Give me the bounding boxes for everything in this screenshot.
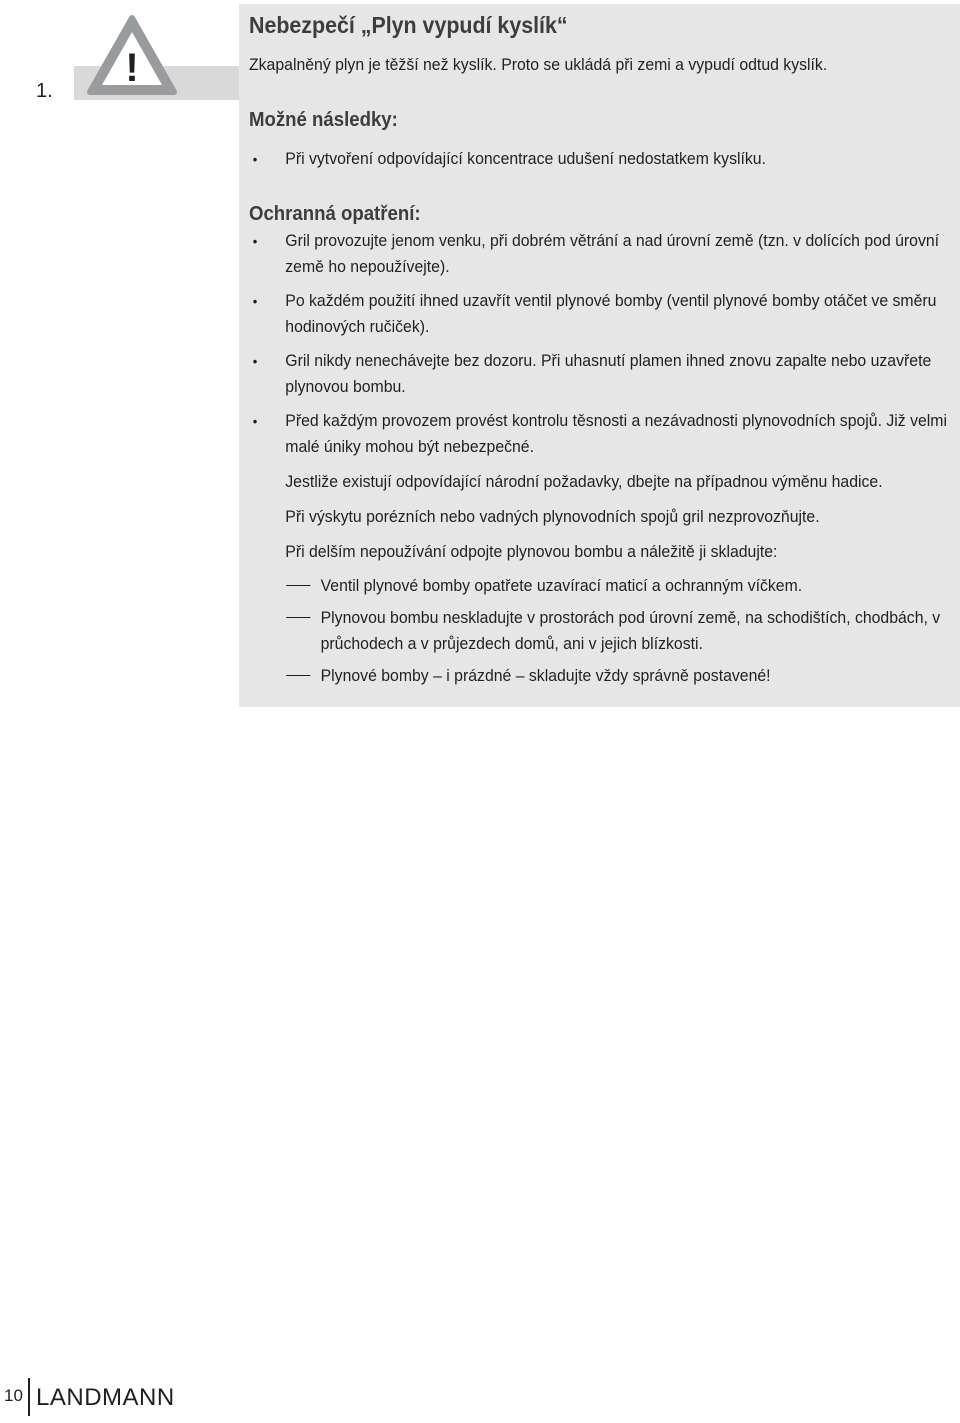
storage-paragraph: Při delším nepoužívání odpojte plynovou bombu a náležitě ji skladujte: [285,542,778,561]
section-number: 1. [36,80,53,102]
page-number: 10 [4,1386,23,1405]
measures-heading: Ochranná opatření: [249,203,421,225]
dash-icon [286,617,310,618]
list-item [249,663,948,689]
dash-icon [286,675,310,676]
leak-paragraph: Při výskytu porézních nebo vadných plynovodních spojů gril nezprovozňujte. [285,507,820,526]
list-item [249,605,948,657]
storage-text: Plynovou bombu neskladujte v prostorách pod úrovní země, na schodištích, chodbách, v průchodech a v průjezdech domů, ani v jejich blízkosti. [320,608,941,653]
bullet-icon: • [252,413,258,429]
list-item [249,146,948,172]
measure-text: Po každém použití ihned uzavřít ventil plynové bomby (ventil plynové bomby otáčet ve směru hodinových ručiček). [285,291,937,336]
footer-divider [28,1378,30,1416]
list-item [249,348,948,400]
storage-list [249,573,948,689]
hose-paragraph: Jestliže existují odpovídající národní požadavky, dbejte na případnou výměnu hadice. [285,472,883,491]
measure-text: Před každým provozem provést kontrolu těsnosti a nezávadnosti plynovodních spojů. Již velmi malé úniky mohou být nebezpečné. [285,411,947,456]
measures-list [249,228,948,460]
warning-content [249,8,948,689]
warning-title: Nebezpečí „Plyn vypudí kyslík“ [249,12,568,38]
bullet-icon: • [252,233,258,249]
warning-symbol: ! [125,46,139,90]
storage-text: Plynové bomby – i prázdné – skladujte vždy správně postavené! [320,666,771,685]
consequences-list [249,146,948,172]
measure-text: Gril provozujte jenom venku, při dobrém větrání a nad úrovní země (tzn. v dolících pod úrovní země ho nepoužívejte). [285,231,940,276]
list-item [249,573,948,599]
bullet-icon: • [252,353,258,369]
bullet-icon: • [252,293,258,309]
dash-icon [286,585,310,586]
list-item [249,228,948,280]
consequence-text: Při vytvoření odpovídající koncentrace udušení nedostatkem kyslíku. [285,149,766,168]
warning-triangle-icon [86,14,178,96]
consequences-heading: Možné následky: [249,109,398,131]
storage-text: Ventil plynové bomby opatřete uzavírací maticí a ochranným víčkem. [320,576,803,595]
bullet-icon: • [252,151,258,167]
list-item [249,408,948,460]
measure-text: Gril nikdy nenechávejte bez dozoru. Při uhasnutí plamen ihned znovu zapalte nebo uzavřete plynovou bombu. [285,351,932,396]
warning-intro: Zkapalněný plyn je těžší než kyslík. Proto se ukládá při zemi a vypudí odtud kyslík. [249,55,828,74]
list-item [249,288,948,340]
brand-logo: LANDMANN [36,1384,175,1411]
